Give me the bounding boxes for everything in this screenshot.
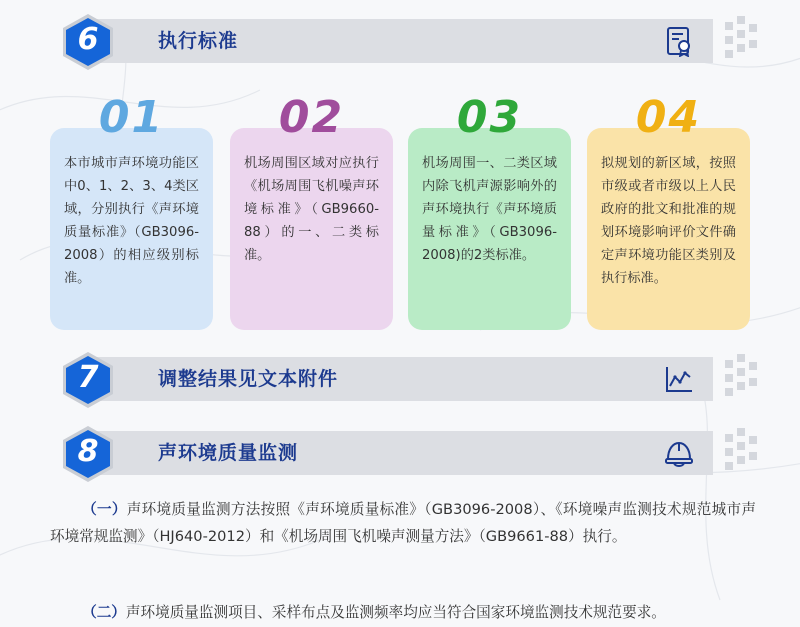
document-certificate-icon	[663, 25, 695, 57]
section-header-8	[60, 426, 760, 480]
section-number: 7	[77, 360, 99, 395]
section-title: 调整结果见文本附件	[158, 368, 339, 390]
header-bar	[88, 357, 713, 401]
card-number-02: 02	[278, 92, 345, 143]
card-number-03: 03	[456, 92, 523, 143]
card-number-04: 04	[635, 92, 702, 143]
section-number: 8	[77, 434, 99, 469]
section-header-7	[60, 352, 760, 406]
standard-card-01	[50, 128, 213, 330]
header-bar	[88, 431, 713, 475]
trend-chart-icon	[663, 363, 695, 395]
card-text: 机场周围区域对应执行《机场周围飞机噪声环境标准》（GB9660-88）的一、二类标准。	[244, 156, 379, 263]
section-header-6	[60, 14, 760, 68]
card-number-01: 01	[98, 92, 165, 143]
section-number: 6	[77, 22, 99, 57]
card-text: 本市城市声环境功能区中0、1、2、3、4类区域，分别执行《声环境质量标准》（GB3096-2008）的相应级别标准。	[64, 156, 199, 286]
decorative-dots	[725, 426, 765, 480]
paragraph-text: 声环境质量监测项目、采样布点及监测频率均应当符合国家环境监测技术规范要求。	[125, 604, 666, 621]
standard-card-03	[408, 128, 571, 330]
hard-hat-icon	[663, 437, 695, 469]
section-title: 执行标准	[158, 30, 239, 52]
paragraph-lead: （二）	[82, 604, 126, 621]
standard-card-04	[587, 128, 750, 330]
decorative-dots	[725, 14, 765, 68]
decorative-dots	[725, 352, 765, 406]
header-bar	[88, 19, 713, 63]
monitoring-paragraph-1	[50, 496, 756, 550]
paragraph-text: 声环境质量监测方法按照《声环境质量标准》（GB3096-2008）、《环境噪声监测技术规范城市声环境常规监测》（HJ640-2012）和《机场周围飞机噪声测量方法》（GB9661-88）执行。	[50, 501, 756, 545]
section-title: 声环境质量监测	[158, 442, 299, 464]
card-text: 机场周围一、二类区域内除飞机声源影响外的声环境执行《声环境质量标准》（GB3096-2008)的2类标准。	[422, 156, 557, 263]
standard-card-02	[230, 128, 393, 330]
paragraph-lead: （一）	[82, 501, 127, 518]
monitoring-paragraph-2	[50, 599, 756, 626]
card-text: 拟规划的新区域，按照市级或者市级以上人民政府的批文和批准的规划环境影响评价文件确定声环境功能区类别及执行标准。	[601, 156, 736, 286]
